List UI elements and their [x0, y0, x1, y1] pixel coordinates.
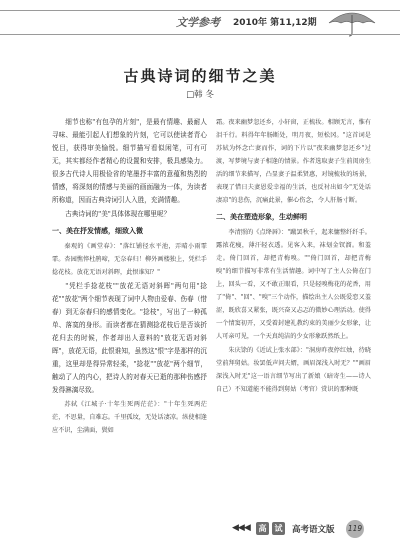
poem-quote-qinguan: 秦观的《画堂春》："落红铺径水平池，弄晴小雨霏霏。杏园憔悴杜鹃啼，无奈春归！柳外画楼独上，凭栏手捻花枝。放花无语对斜晖，此恨谁知？" [52, 243, 207, 276]
footer-edition: 高考语文版 [292, 525, 335, 535]
article-title: 古典诗词的细节之美 [123, 67, 277, 85]
poem-quote-sushi: 苏轼《江城子·十年生死两茫茫》："十年生死两茫茫，不思量，自难忘。千里孤坟，无处话凄凉。纵使相逢应不识，尘满面，鬓如 [52, 401, 207, 434]
page-number: 119 [346, 520, 364, 538]
page-footer [232, 520, 382, 542]
section-heading-2: 二、美在塑造形象，生动鲜明 [216, 213, 307, 221]
footer-badge-2: 试 [272, 522, 285, 535]
umbrella-icon [327, 9, 377, 37]
article-author: □韩 冬 [186, 90, 214, 100]
right-column [216, 116, 371, 397]
footer-badge-1: 高 [256, 522, 269, 535]
question-paragraph: 古典诗词的"美"具体体现在哪里呢？ [65, 210, 171, 218]
arrow-icons: ◀◀◀ [232, 523, 250, 533]
poem-continuation: 霜。夜来幽梦忽还乡，小轩窗，正梳妆。相顾无言，惟有泪千行。料得年年肠断处，明月夜，短松冈。"这首词是苏轼为怀念亡妻而作，词的下片以"夜来幽梦忽还乡"过渡，写梦境与妻子相逢的情景。作者选取妻子生前闺房生活的细节来描写，凸显妻子温柔贤惠，对镜梳妆的场景，表现了惜日夫妻恩爱幸福的生活，也反衬出如今"无处话凄凉"的悲伤，沉痛此景，催心伤念，令人肝肠寸断。 [216, 119, 371, 204]
header-rule-bottom [0, 34, 400, 35]
issue-label: 2010年 第11,12期 [233, 18, 317, 28]
intro-paragraph: 细节也称"有包孕的片刻"，是最有情趣、最耐人寻味、最能引起人们想象的片刻，它可以使读者青心悦目，获得审美愉悦。细节描写看似闲笔，可有可无，其实都经作者精心的设置和安排，极具感染力。很多古代诗人用极俭省的笔墨抒丰富的意蕴和热烈的情感，将深刻的情感与美丽的画面融为一体，为读者所称道，因而古典诗词引人入胜，充满情趣。 [52, 118, 207, 204]
journal-name: 文学参考 [176, 16, 220, 29]
page-header [0, 8, 400, 38]
left-column [52, 116, 207, 438]
poem-quote-liqingzhao: 李清照的《点绛唇》："蹴罢秋千，起来慵整纤纤手。露浓花瘦，薄汗轻衣透。见客入来，袜刬金钗溜。和羞走。倚门回首，却把青梅嗅。""倚门回首，却把青梅嗅"的细节描写非常有生活情趣。词中写了主人公倚在门上，回头一看，又不敢正眼看，只是轻嗅梅花的花香，用了"倚"、"回"、"嗅"三个动作，描绘出主人公既爱恋又羞涩，既欣喜又紧张，既兴奋又忐忑的微妙心理活动。使得一个情窦初开，又受着封建礼教约束的美丽少女形象，让人可亲可见，一个天真纯洁的少女形象跃然纸上。 [216, 229, 371, 340]
analysis-paragraph-1: "凭栏手捻花枝""放花无语对斜晖"两句用"捻花""放花"两个细节表现了词中人物由爱春、伤春（惜春）到无奈春归的感情变化。"捻枝"，写出了一种孤单、落寞的身形。而读者都在猜测捻花枝后是否该折花归去的时候，作者却出人意料的"放花无语对斜晖"，放花无语，此恨谁知，虽然这"恨"字是那样的沉重，这里却是得异常轻柔，"捻花""放花"两个细节，触动了人的内心，把诗人的对春天已逝的那种伤感抒发得淋漓尽致。 [52, 282, 207, 394]
poem-quote-zhuqingyu: 朱庆馀的《近试上张水部》："洞房昨夜停红烛，待晓堂前拜舅姑。妆罢低声问夫婿，画眉深浅入时无？""画眉深浅入时无"这一语言细节写出了新娘（暗寄生——诗人自己）不知道能不能得到舅姑（考官）赏识的那种既 [216, 347, 371, 393]
section-heading-1: 一、美在抒发情感，细致入微 [52, 227, 143, 235]
